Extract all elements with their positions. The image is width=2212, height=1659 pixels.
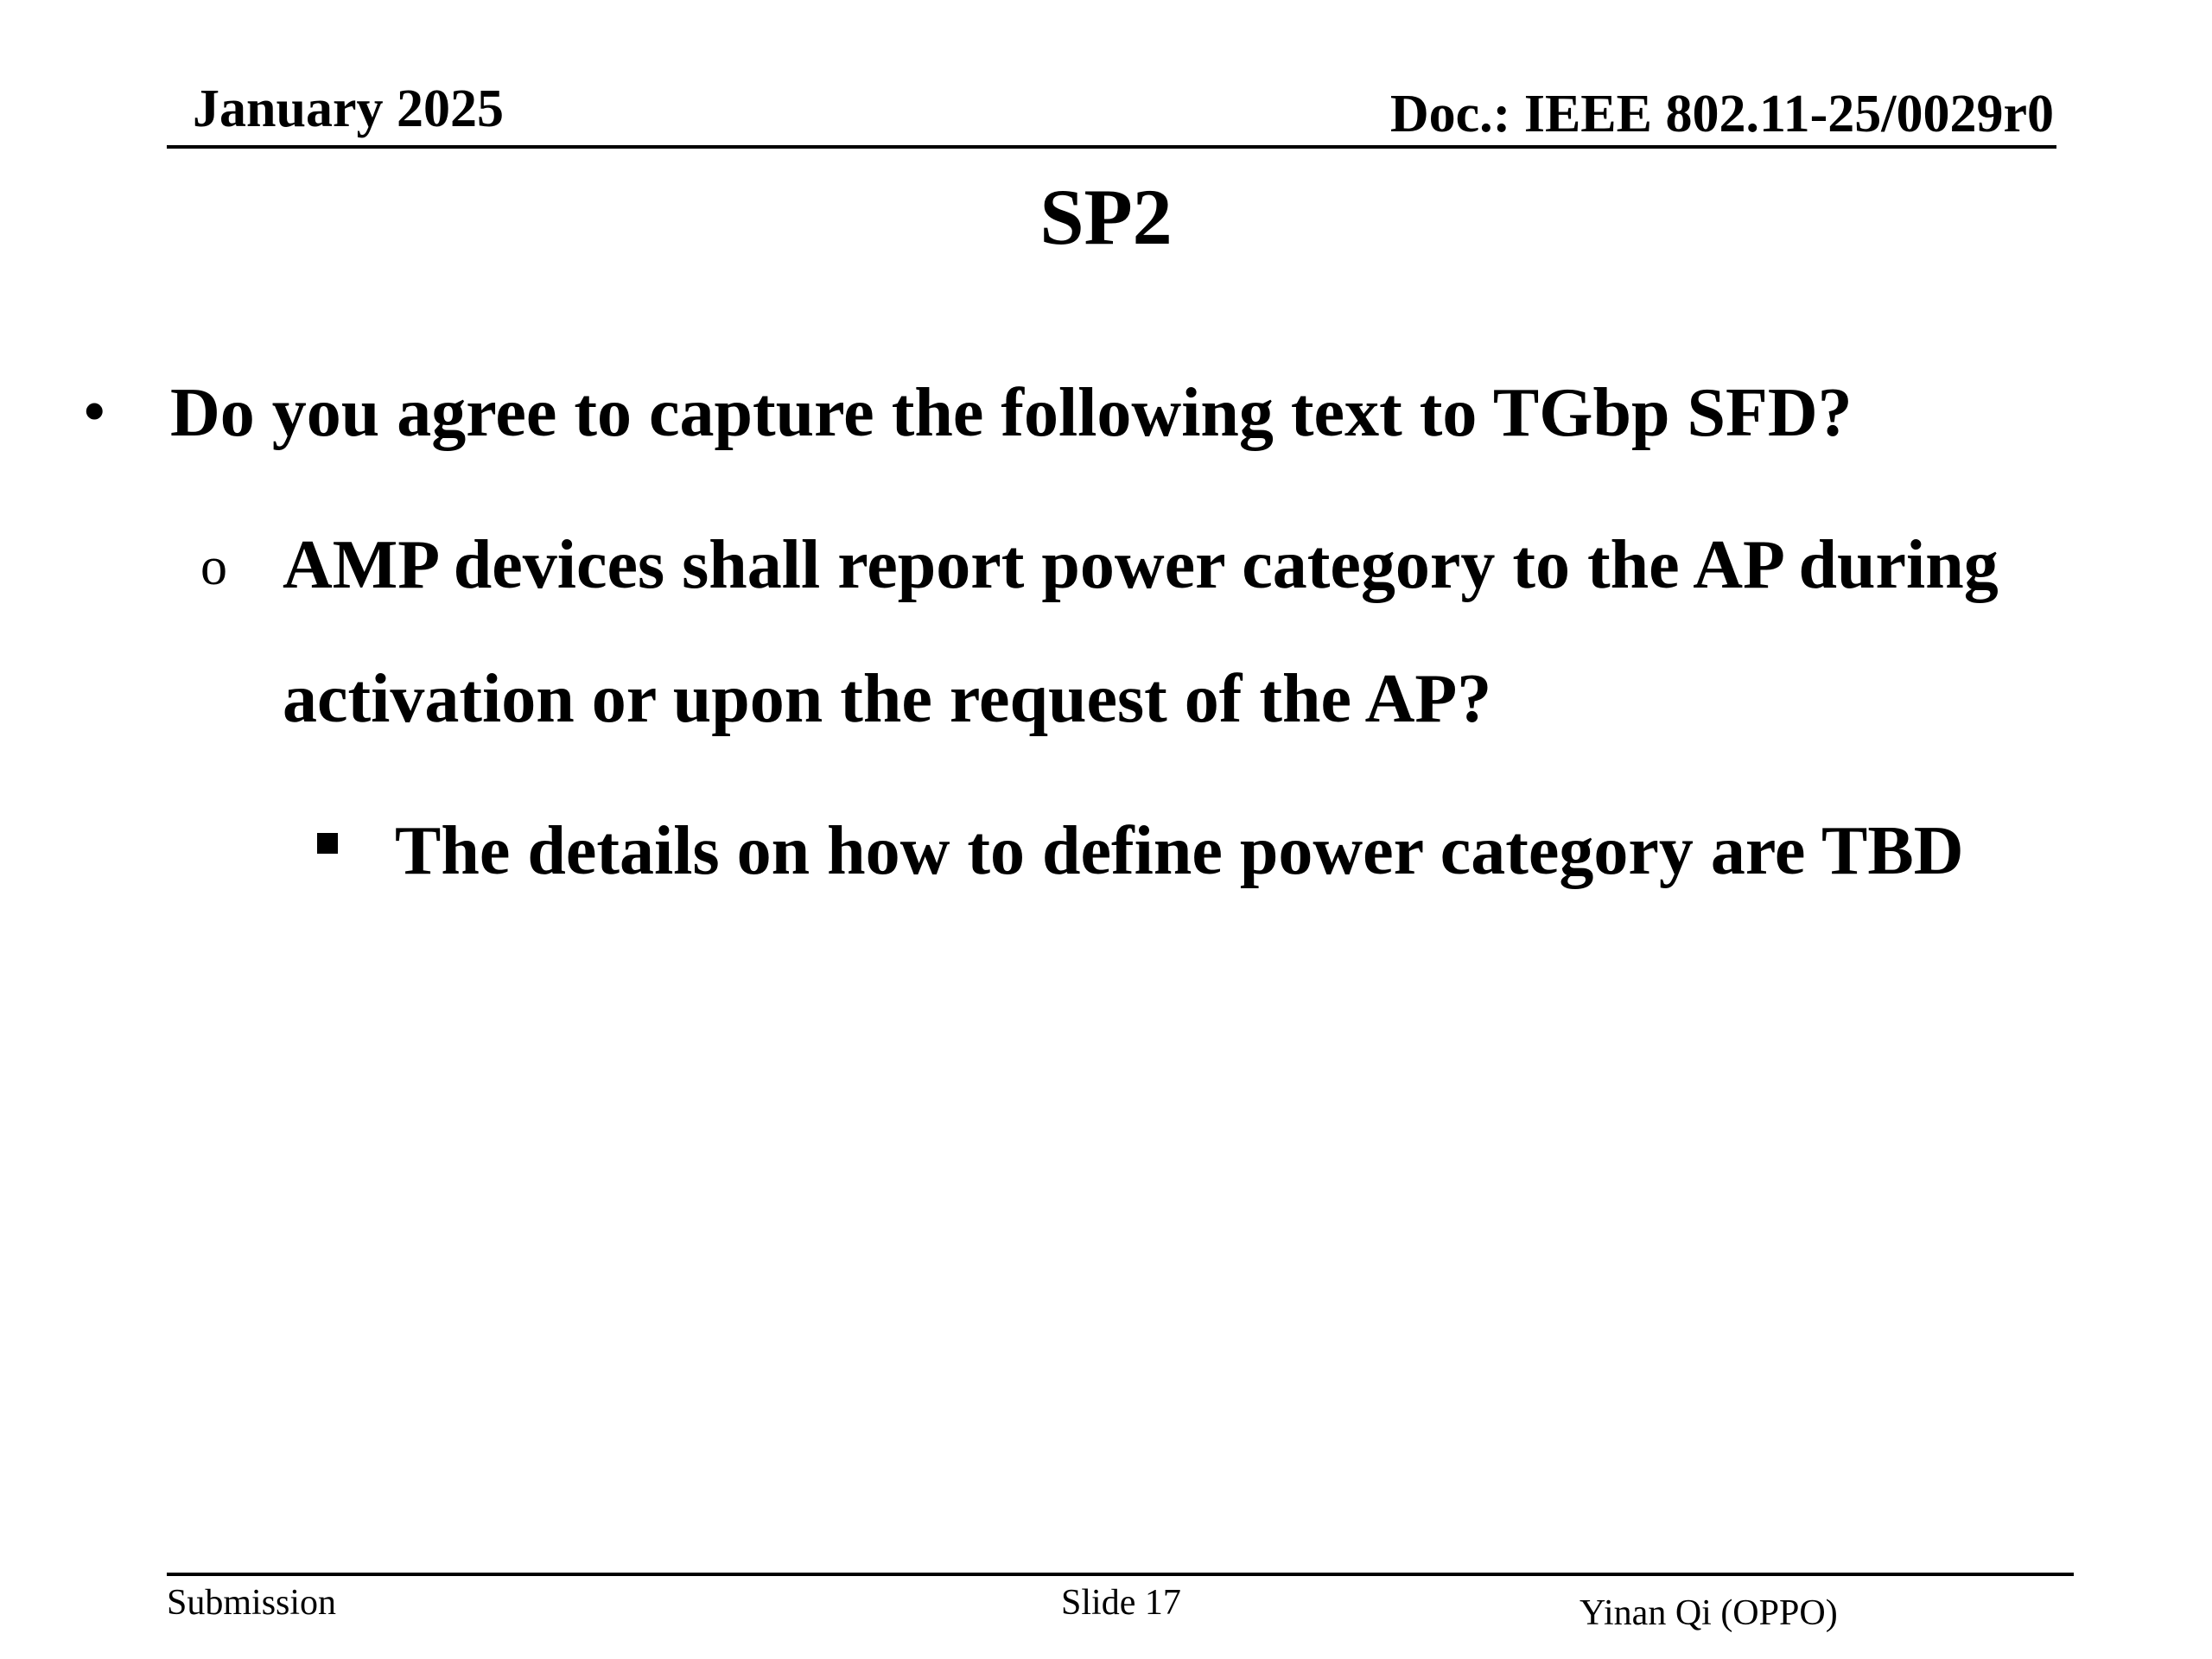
footer-submission: Submission [167,1583,337,1623]
square-bullet-icon [317,833,338,854]
footer-author: Yinan Qi (OPPO) [1580,1593,1838,1633]
header-divider [167,145,2056,149]
bullet-level2-text-line1: AMP devices shall report power category to the AP during [283,527,1999,603]
bullet-level3-text: The details on how to define power category are TBD [395,813,1964,889]
bullet-marker-level1: • [84,378,105,445]
bullet-level1-text: Do you agree to capture the following text to TGbp SFD? [170,375,1853,451]
bullet-level2-text-line2: activation or upon the request of the AP? [283,661,1492,737]
header-doc-id: Doc.: IEEE 802.11-25/0029r0 [1389,85,2054,143]
footer-divider [167,1573,2074,1576]
header-date: January 2025 [193,79,504,138]
slide-title: SP2 [1039,173,1173,261]
footer-slide-number: Slide 17 [1061,1583,1181,1623]
bullet-marker-level2: o [200,537,227,596]
